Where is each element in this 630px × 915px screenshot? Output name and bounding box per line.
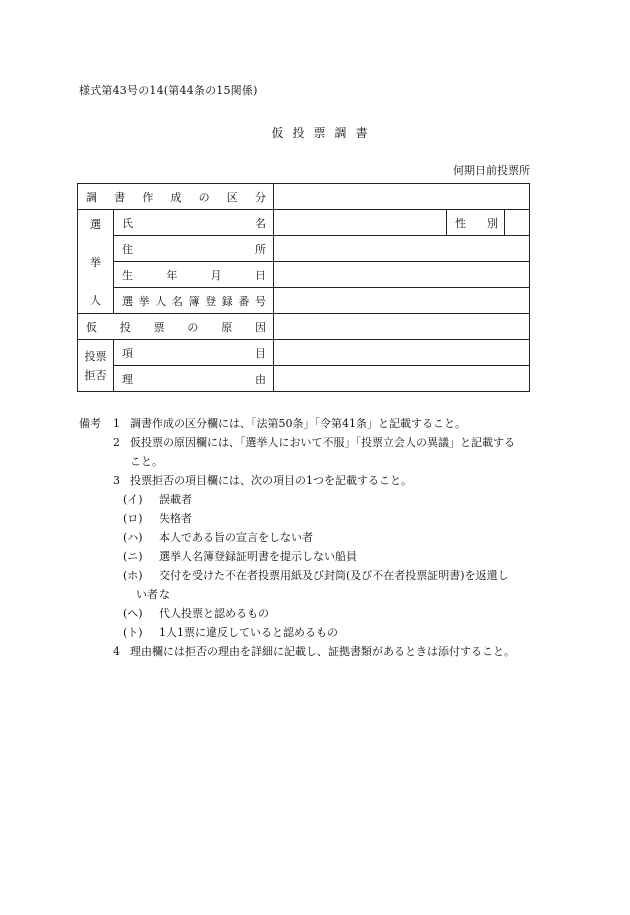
field-gender[interactable] [505, 210, 530, 236]
label-creation-category: 調 書 作 成 の 区 分 [78, 184, 274, 210]
row-cause [78, 314, 530, 340]
notes-heading: 備考 [79, 417, 101, 430]
label-reason: 理 由 [114, 366, 274, 392]
row-refusal-item [78, 340, 530, 366]
field-creation-category[interactable] [274, 184, 530, 210]
field-name[interactable] [274, 210, 447, 236]
label-cause: 仮 投 票 の 原 因 [78, 314, 274, 340]
field-refusal-item[interactable] [274, 340, 530, 366]
field-cause[interactable] [274, 314, 530, 340]
label-refusal: 投票 拒否 [78, 340, 114, 392]
row-name [78, 210, 530, 236]
label-gender: 性 別 [447, 210, 505, 236]
field-register-number[interactable] [274, 288, 530, 314]
field-refusal-reason[interactable] [274, 366, 530, 392]
form-number: 様式第43号の14(第44条の15関係) [79, 84, 258, 97]
polling-place: 何期日前投票所 [453, 164, 530, 177]
label-elector: 選 挙 人 [78, 210, 114, 314]
label-birthdate: 生 年 月 日 [114, 262, 274, 288]
record-table [77, 183, 530, 392]
label-register-number: 選 挙 人 名 簿 登 録 番 号 [114, 288, 274, 314]
label-name: 氏 名 [114, 210, 274, 236]
row-address [78, 236, 530, 262]
document-title: 仮投票調書 [271, 126, 377, 140]
field-address[interactable] [274, 236, 530, 262]
row-birthdate [78, 262, 530, 288]
field-birthdate[interactable] [274, 262, 530, 288]
row-creation-category [78, 184, 530, 210]
label-item: 項 目 [114, 340, 274, 366]
row-refusal-reason [78, 366, 530, 392]
label-address: 住 所 [114, 236, 274, 262]
row-register-number [78, 288, 530, 314]
